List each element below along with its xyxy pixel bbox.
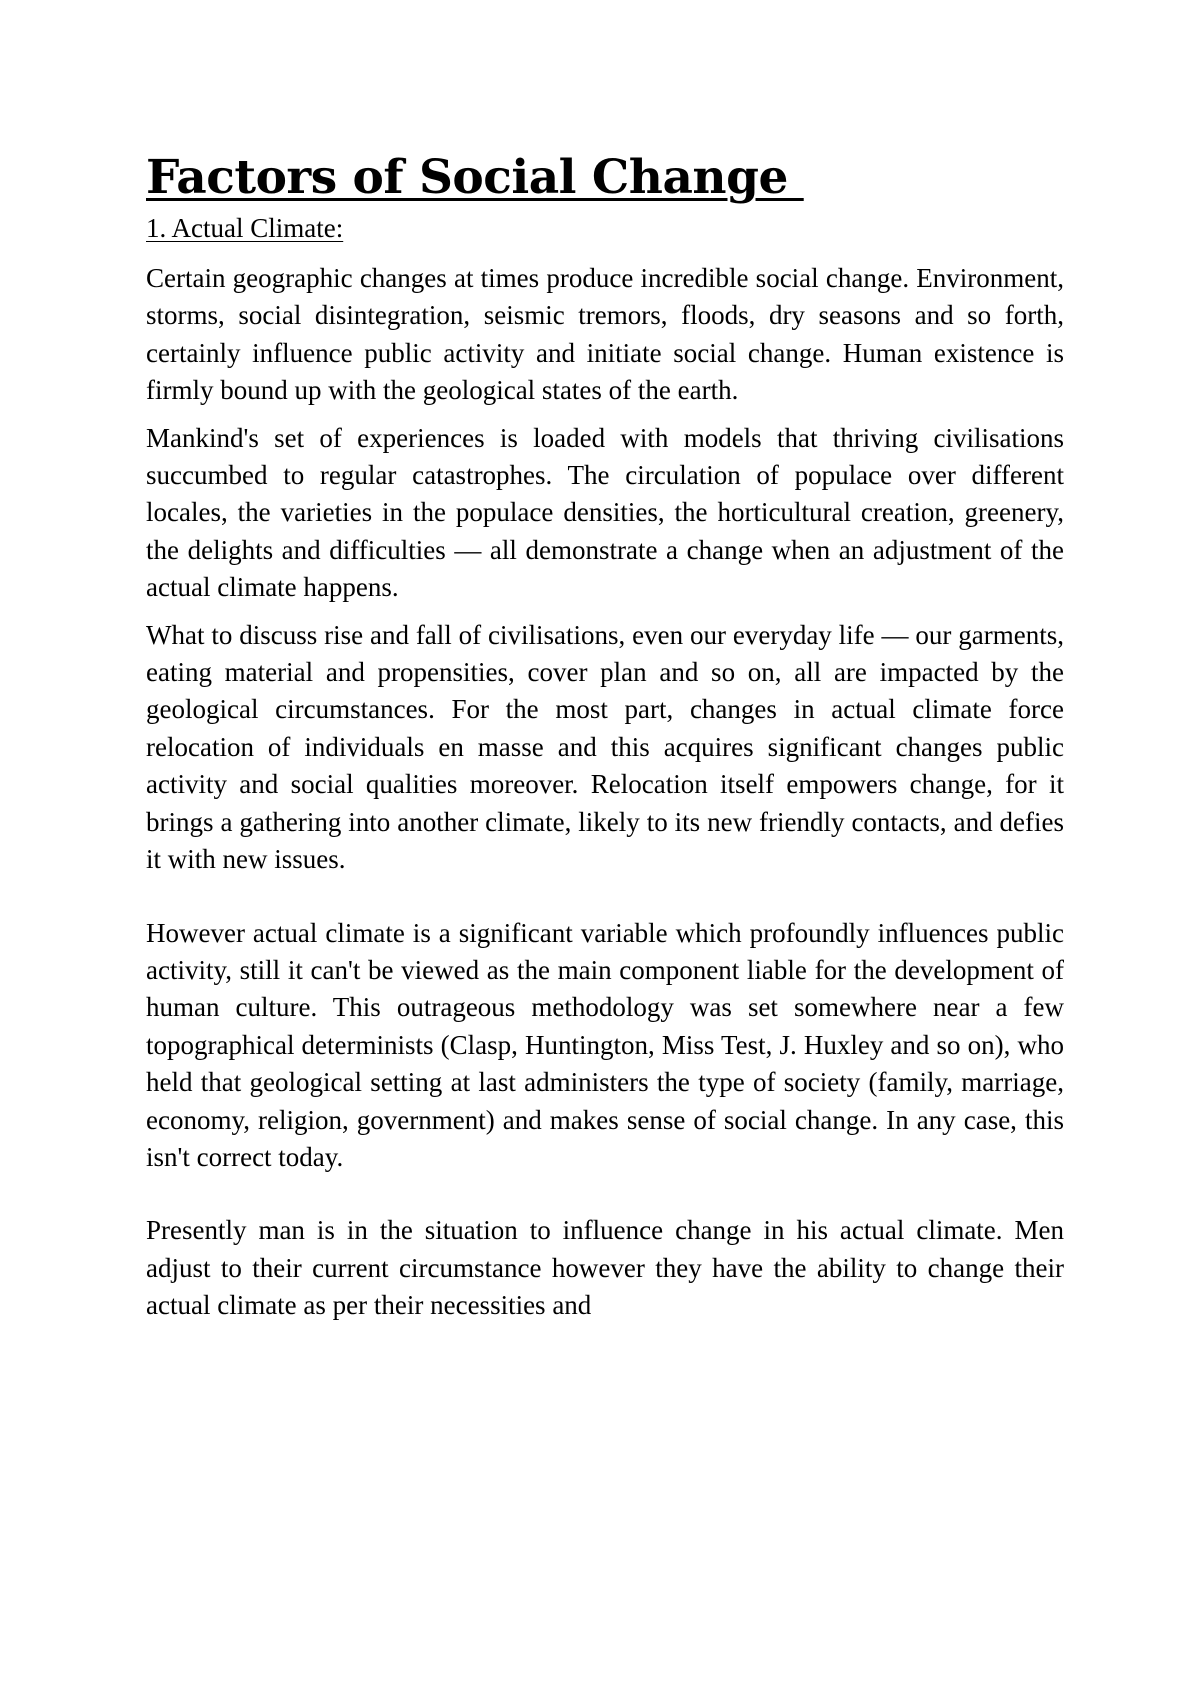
- paragraph-5: Presently man is in the situation to influence change in his actual climate. Men adjust to their current circumstance however they have the ability to change their actual climate as per their necessities and: [146, 1215, 1064, 1321]
- paragraph-3: What to discuss rise and fall of civilisations, even our everyday life — our garments, eating material and propensities, cover plan and so on, all are impacted by the geological circumstances. For the most part, changes in actual climate force relocation of individuals en masse and this acquires significant changes public activity and social qualities moreover. Relocation itself empowers change, for it brings a gathering into another climate, likely to its new friendly contacts, and defies it with new issues.: [146, 619, 1064, 875]
- paragraph-1: Certain geographic changes at times produce incredible social change. Environment, storms, social disintegration, seismic tremors, floods, dry seasons and so forth, certainly influence public activity and initiate social change. Human existence is firmly bound up with the geological states of the earth.: [146, 263, 1064, 406]
- section-heading: 1. Actual Climate:: [146, 213, 344, 243]
- paragraph-4: However actual climate is a significant variable which profoundly influences public activity, still it can't be viewed as the main component liable for the development of human culture. This outrageous methodology was set somewhere near a few topographical determinists (Clasp, Huntington, Miss Test, J. Huxley and so on), who held that geological setting at last administers the type of society (family, marriage, economy, religion, government) and makes sense of social change. In any case, this isn't correct today.: [146, 917, 1064, 1172]
- paragraph-2: Mankind's set of experiences is loaded with models that thriving civilisations succumbed to regular catastrophes. The circulation of populace over different locales, the varieties in the populace densities, the horticultural creation, greenery, the delights and difficulties — all demonstrate a change when an adjustment of the actual climate happens.: [146, 422, 1064, 603]
- page-title: Factors of Social Change: [146, 150, 804, 205]
